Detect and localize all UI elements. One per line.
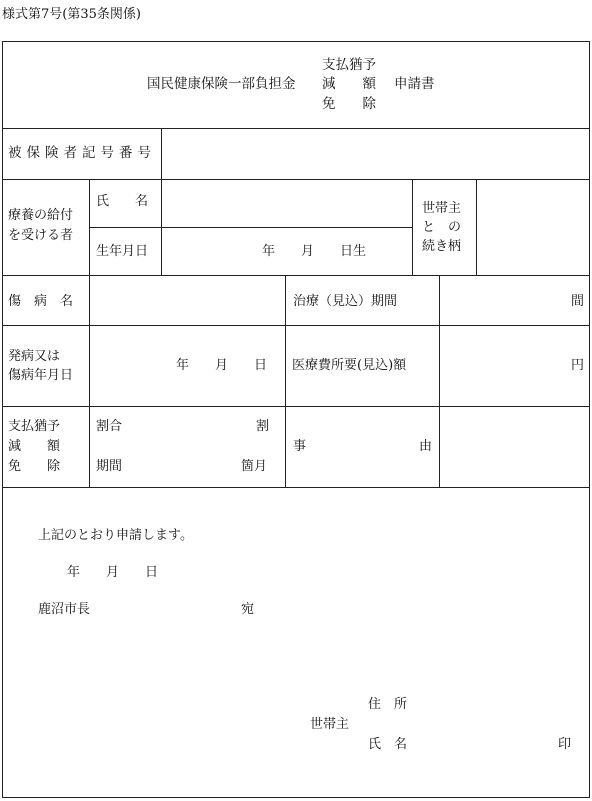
birth-date-field[interactable]: 年 月 日生 <box>262 244 367 259</box>
application-date[interactable]: 年 月 日 <box>67 565 159 580</box>
title-option-reduction: 減 額 <box>322 76 376 92</box>
declaration-statement: 上記のとおり申請します。 <box>38 528 193 543</box>
ratio-label: 割合 <box>96 419 123 434</box>
row-divider <box>2 128 590 129</box>
measure-label-line3: 免 除 <box>8 459 61 474</box>
col-divider <box>161 179 162 275</box>
medical-cost-label: 医療費所要(見込)額 <box>292 358 407 373</box>
insured-number-label: 被保険者記号番号 <box>8 145 156 161</box>
relation-label-line1: 世帯主 <box>422 201 462 216</box>
beneficiary-label-line1: 療養の給付 <box>8 208 74 223</box>
col-divider <box>439 275 440 487</box>
insured-number-field[interactable] <box>163 130 587 177</box>
form-number: 様式第7号(第35条関係) <box>2 7 141 22</box>
col-divider <box>89 179 90 487</box>
relation-label-line2: と の <box>422 220 462 235</box>
addressee-suffix: 宛 <box>241 602 255 617</box>
title-option-payment-deferral: 支払猶予 <box>322 57 376 73</box>
row-divider <box>2 325 590 326</box>
signer-name-label: 氏 名 <box>368 737 408 752</box>
injury-name-field[interactable] <box>91 277 283 323</box>
col-divider <box>476 179 477 275</box>
form-title-prefix: 国民健康保険一部負担金 <box>147 76 296 92</box>
birth-date-label: 生年月日 <box>96 244 149 259</box>
reason-label-b: 由 <box>419 439 433 454</box>
onset-date-field[interactable]: 年 月 日 <box>176 358 268 373</box>
row-divider <box>2 179 590 180</box>
householder-label: 世帯主 <box>310 717 350 732</box>
relation-field[interactable] <box>478 181 588 273</box>
seal-mark: 印 <box>558 737 572 752</box>
addressee: 鹿沼市長 <box>38 602 91 617</box>
onset-label-line2: 傷病年月日 <box>8 368 74 383</box>
title-option-exemption: 免 除 <box>322 96 376 112</box>
ratio-unit: 割 <box>256 419 270 434</box>
form-title-suffix: 申請書 <box>394 76 435 92</box>
treatment-period-unit: 間 <box>571 294 585 309</box>
row-divider <box>2 487 590 488</box>
col-divider <box>285 275 286 487</box>
measure-label-line2: 減 額 <box>8 439 61 454</box>
treatment-period-label: 治療（見込）期間 <box>293 294 398 309</box>
relation-label-line3: 続き柄 <box>422 239 462 254</box>
medical-cost-unit: 円 <box>571 358 585 373</box>
period-unit: 箇月 <box>241 459 268 474</box>
address-label: 住 所 <box>368 697 408 712</box>
measure-label-line1: 支払猶予 <box>8 419 61 434</box>
row-divider <box>89 227 412 228</box>
name-field[interactable] <box>163 181 410 225</box>
reason-field[interactable] <box>441 408 588 485</box>
col-divider <box>161 128 162 179</box>
beneficiary-label-line2: を受ける者 <box>8 228 74 243</box>
injury-name-label: 傷 病 名 <box>8 294 74 309</box>
reason-label-a: 事 <box>293 439 307 454</box>
period-label: 期間 <box>96 459 123 474</box>
row-divider <box>2 406 590 407</box>
row-divider <box>2 275 590 276</box>
onset-label-line1: 発病又は <box>8 349 61 364</box>
name-label: 氏 名 <box>96 194 149 209</box>
col-divider <box>412 179 413 275</box>
